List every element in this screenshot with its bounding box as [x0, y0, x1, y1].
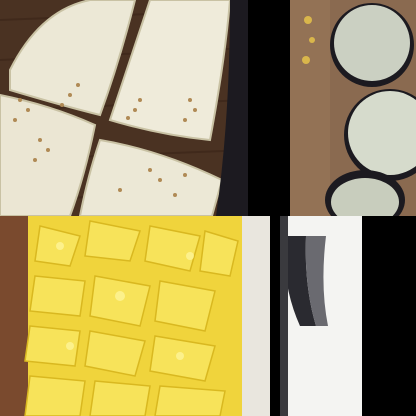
eggplant-slices-image: [0, 0, 248, 216]
yellow-squash-image: [0, 216, 270, 416]
yellow-squash-photo: [0, 216, 270, 416]
eggplant-rounds-photo: [290, 0, 416, 216]
divider-top: [248, 0, 290, 216]
divider-bottom: [270, 216, 280, 416]
eggplant-ring-photo: [280, 216, 416, 416]
eggplant-slices-photo: [0, 0, 248, 216]
eggplant-rounds-image: [290, 0, 416, 216]
eggplant-ring-image: [280, 216, 416, 416]
